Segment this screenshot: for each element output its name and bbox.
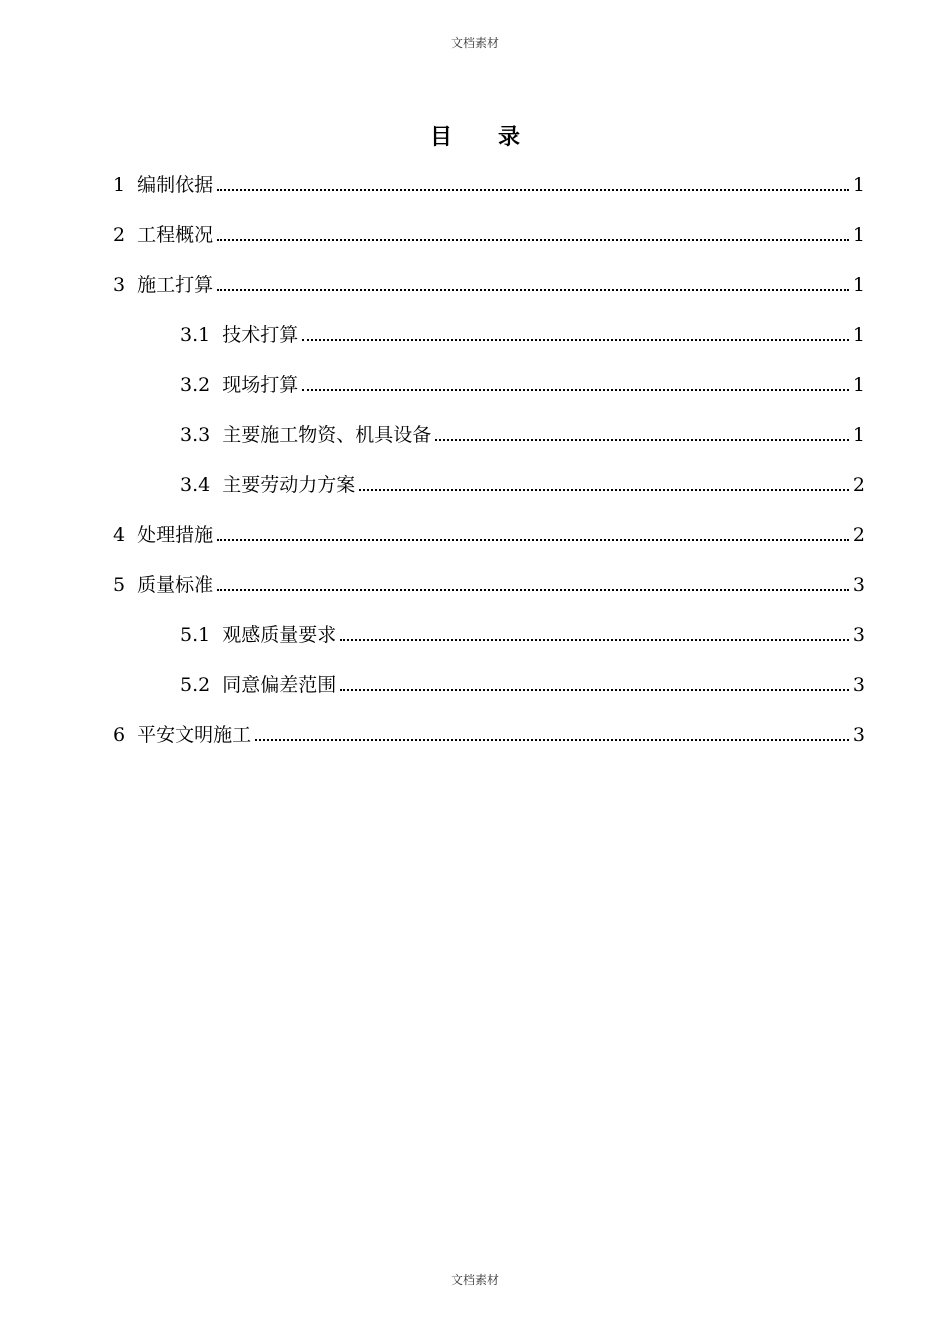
toc-entry-page: 1 bbox=[852, 274, 865, 296]
toc-entry-page: 3 bbox=[852, 674, 865, 696]
toc-entry-page: 3 bbox=[852, 724, 865, 746]
toc-entry[interactable] bbox=[180, 310, 865, 360]
toc-entry[interactable] bbox=[113, 510, 865, 560]
toc-entry-number: 1 bbox=[113, 174, 126, 196]
toc-dot-leader bbox=[217, 239, 849, 241]
toc-entry-number: 5 bbox=[113, 574, 126, 596]
toc-dot-leader bbox=[435, 439, 849, 441]
toc-entry[interactable] bbox=[180, 360, 865, 410]
toc-entry-title: 平安文明施工 bbox=[137, 724, 252, 746]
toc-entry-number: 3.4 bbox=[180, 474, 211, 496]
toc-title bbox=[0, 120, 950, 151]
toc-dot-leader bbox=[302, 339, 849, 341]
toc-entry-title: 工程概况 bbox=[137, 224, 214, 246]
toc-entry-page: 3 bbox=[852, 574, 865, 596]
toc-entry[interactable] bbox=[180, 660, 865, 710]
toc-entry[interactable] bbox=[113, 560, 865, 610]
toc-entry-page: 1 bbox=[852, 374, 865, 396]
toc-dot-leader bbox=[217, 289, 849, 291]
toc-entry[interactable] bbox=[180, 460, 865, 510]
toc-dot-leader bbox=[217, 589, 849, 591]
toc-entry[interactable] bbox=[180, 610, 865, 660]
toc-dot-leader bbox=[359, 489, 849, 491]
toc-entry-number: 3 bbox=[113, 274, 126, 296]
page-header: 文档素材 bbox=[450, 36, 499, 50]
toc-entry-title: 技术打算 bbox=[222, 324, 299, 346]
toc-entry-title: 主要施工物资、机具设备 bbox=[222, 424, 432, 446]
toc-dot-leader bbox=[302, 389, 849, 391]
toc-entry-title: 施工打算 bbox=[137, 274, 214, 296]
toc-entry-page: 1 bbox=[852, 424, 865, 446]
toc-entry-page: 2 bbox=[852, 524, 865, 546]
toc-entry-page: 1 bbox=[852, 174, 865, 196]
toc-entry-page: 2 bbox=[852, 474, 865, 496]
toc-entry-page: 1 bbox=[852, 324, 865, 346]
toc-dot-leader bbox=[340, 639, 849, 641]
toc-entry[interactable] bbox=[113, 160, 865, 210]
toc-entry-page: 3 bbox=[852, 624, 865, 646]
table-of-contents bbox=[0, 160, 950, 760]
toc-entry[interactable] bbox=[113, 260, 865, 310]
toc-entry-title: 观感质量要求 bbox=[222, 624, 337, 646]
toc-dot-leader bbox=[340, 689, 849, 691]
toc-entry-title: 编制依据 bbox=[137, 174, 214, 196]
toc-entry-number: 6 bbox=[113, 724, 126, 746]
toc-entry-title: 同意偏差范围 bbox=[222, 674, 337, 696]
toc-dot-leader bbox=[217, 189, 849, 191]
toc-title-char-2: 录 bbox=[498, 124, 521, 150]
toc-entry-number: 3.2 bbox=[180, 374, 211, 396]
toc-entry-number: 5.1 bbox=[180, 624, 211, 646]
page-footer: 文档素材 bbox=[450, 1273, 499, 1287]
toc-entry-number: 2 bbox=[113, 224, 126, 246]
toc-entry-title: 主要劳动力方案 bbox=[222, 474, 356, 496]
toc-dot-leader bbox=[255, 739, 849, 741]
toc-entry[interactable] bbox=[180, 410, 865, 460]
toc-entry[interactable] bbox=[113, 210, 865, 260]
toc-entry-title: 处理措施 bbox=[137, 524, 214, 546]
toc-title-char-1: 目 bbox=[429, 124, 452, 150]
toc-entry-number: 3.1 bbox=[180, 324, 211, 346]
toc-entry-number: 3.3 bbox=[180, 424, 211, 446]
toc-entry-page: 1 bbox=[852, 224, 865, 246]
toc-dot-leader bbox=[217, 539, 849, 541]
toc-entry-title: 质量标准 bbox=[137, 574, 214, 596]
toc-entry[interactable] bbox=[113, 710, 865, 760]
toc-entry-number: 5.2 bbox=[180, 674, 211, 696]
toc-entry-number: 4 bbox=[113, 524, 126, 546]
toc-entry-title: 现场打算 bbox=[222, 374, 299, 396]
